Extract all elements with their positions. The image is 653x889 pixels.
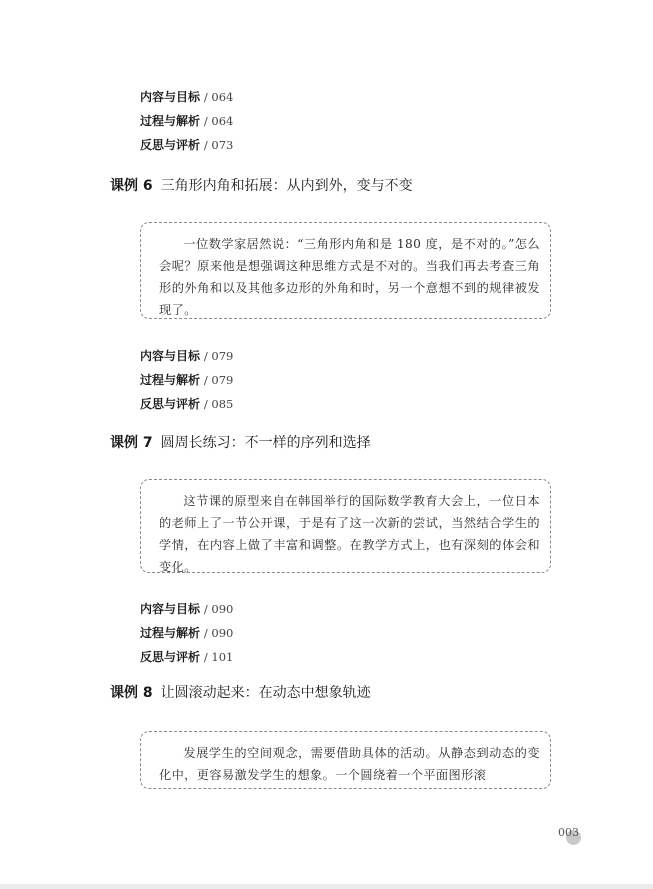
subsection-label: 内容与目标 xyxy=(140,90,201,104)
lesson-summary-box xyxy=(140,479,551,573)
subsection-page: / 079 xyxy=(203,349,234,363)
toc-subsection[interactable] xyxy=(140,348,233,364)
lesson-number: 课例 7 xyxy=(110,435,153,451)
subsection-label: 反思与评析 xyxy=(140,138,201,152)
toc-subsection[interactable] xyxy=(140,113,233,129)
lesson-title: 让圆滚动起来：在动态中想象轨迹 xyxy=(160,685,371,701)
toc-subsection[interactable] xyxy=(140,372,233,388)
subsection-label: 反思与评析 xyxy=(140,650,201,664)
subsection-label: 反思与评析 xyxy=(140,397,201,411)
subsection-label: 过程与解析 xyxy=(140,626,201,640)
toc-subsection[interactable] xyxy=(140,137,233,153)
subsection-page: / 064 xyxy=(203,114,234,128)
page-bottom-edge xyxy=(0,884,653,889)
page-number: 003 xyxy=(558,826,579,839)
toc-subsection[interactable] xyxy=(140,601,233,617)
lesson-heading[interactable] xyxy=(110,684,371,702)
lesson-summary-box xyxy=(140,222,551,319)
toc-subsection[interactable] xyxy=(140,396,233,412)
subsection-label: 内容与目标 xyxy=(140,349,201,363)
lesson-number: 课例 8 xyxy=(110,685,153,701)
subsection-page: / 064 xyxy=(203,90,234,104)
lesson-summary-box xyxy=(140,731,551,789)
subsection-page: / 101 xyxy=(203,650,234,664)
lesson-heading[interactable] xyxy=(110,434,371,452)
lesson-number: 课例 6 xyxy=(110,178,153,194)
lesson-summary: 这节课的原型来自在韩国举行的国际数学教育大会上，一位日本的老师上了一节公开课，于是有了这一次新的尝试，当然结合学生的学情，在内容上做了丰富和调整。在教学方式上，也有深刻的体会和变化。 xyxy=(159,494,540,574)
subsection-page: / 073 xyxy=(203,138,234,152)
toc-subsection[interactable] xyxy=(140,649,233,665)
lesson-heading[interactable] xyxy=(110,177,413,195)
lesson-title: 圆周长练习：不一样的序列和选择 xyxy=(160,435,371,451)
lesson-title: 三角形内角和拓展：从内到外，变与不变 xyxy=(160,178,413,194)
subsection-label: 过程与解析 xyxy=(140,373,201,387)
subsection-label: 内容与目标 xyxy=(140,602,201,616)
lesson-summary: 发展学生的空间观念，需要借助具体的活动。从静态到动态的变化中，更容易激发学生的想象。一个圆绕着一个平面图形滚 xyxy=(159,746,540,782)
subsection-page: / 090 xyxy=(203,626,234,640)
toc-subsection[interactable] xyxy=(140,625,233,641)
subsection-page: / 090 xyxy=(203,602,234,616)
lesson-summary: 一位数学家居然说：“三角形内角和是 180 度，是不对的。”怎么会呢？原来他是想强调这种思维方式是不对的。当我们再去考查三角形的外角和以及其他多边形的外角和时，另一个意想不到的规律被发现了。 xyxy=(159,237,540,317)
subsection-label: 过程与解析 xyxy=(140,114,201,128)
subsection-page: / 085 xyxy=(203,397,234,411)
subsection-page: / 079 xyxy=(203,373,234,387)
toc-subsection[interactable] xyxy=(140,89,233,105)
